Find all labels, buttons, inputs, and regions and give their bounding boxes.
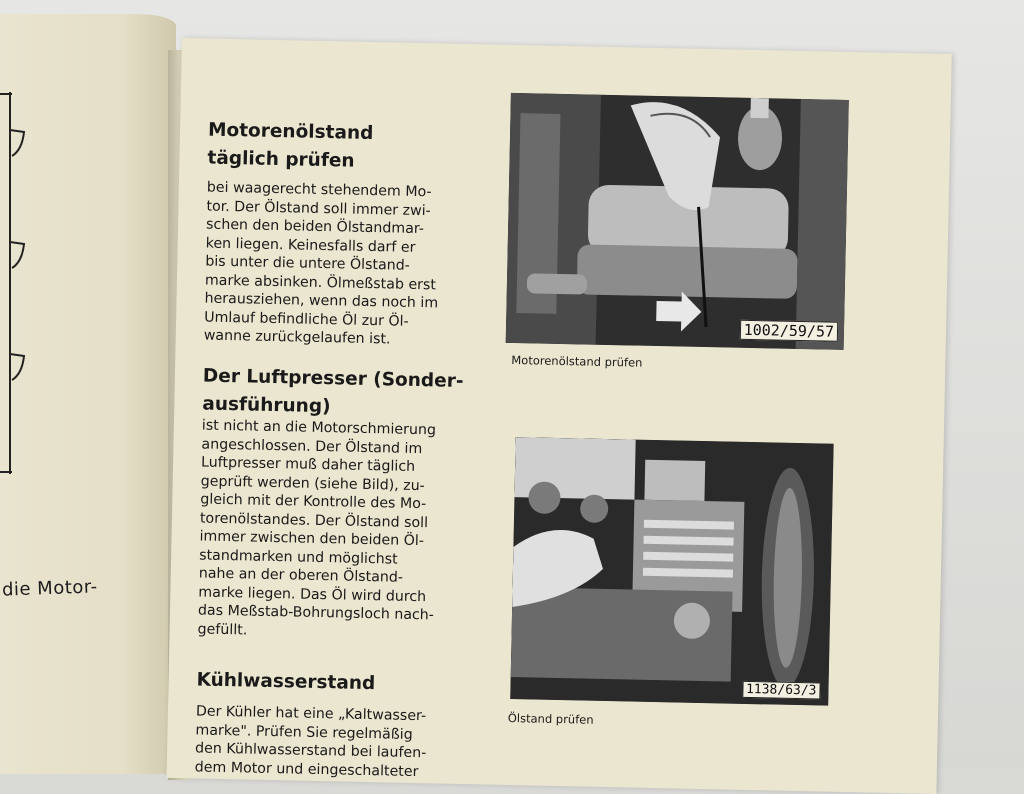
section-body-luftpresser: ist nicht an die Motorschmierung angeschlossen. Der Ölstand im Luftpresser muß daher täglich geprüft werden (siehe Bild), zu- gleich mit der Kontrolle des Mo- torenölstandes. Der Ölstand soll immer zwischen den beiden Öl- standmarken und möglichst nahe an der oberen Ölstand- marke liegen. Das Öl wird durch das Meßstab-Bohrungsloch nach- gefüllt. <box>197 417 437 638</box>
section-heading-kuehlwasserstand: Kühlwasserstand <box>196 669 376 695</box>
section-heading-motorenoelstand: Motorenölstand täglich prüfen <box>207 119 374 172</box>
left-page <box>0 14 176 774</box>
figure-caption-oelstand: Ölstand prüfen <box>507 710 594 727</box>
right-page <box>167 38 952 794</box>
left-page-text-fragment: die Motor- <box>1 576 98 601</box>
section-body-motorenoelstand: bei waagerecht stehendem Mo- tor. Der Ölstand soll immer zwi- schen den beiden Ölstandmar- ken liegen. Keinesfalls darf er bis unter die untere Ölstand- marke absinken. Ölmeßstab erst herausziehen, wenn das noch im Umlauf befindliche Öl zur Öl- wanne zurückgelaufen ist. <box>203 179 439 348</box>
air-compressor-photo-illustration <box>510 437 833 706</box>
section-body-kuehlwasserstand: Der Kühler hat eine „Kaltwasser- marke". Prüfen Sie regelmäßig den Kühlwasserstand bei laufen- dem Motor und eingeschalteter <box>194 703 427 780</box>
figure-reference-label: 1002/59/57 <box>739 320 838 342</box>
engine-oil-photo <box>506 93 849 350</box>
air-compressor-photo <box>510 437 833 706</box>
figure-reference-label: 1138/63/3 <box>742 681 821 700</box>
figure-caption-motorenoelstand: Motorenölstand prüfen <box>511 352 643 370</box>
section-heading-luftpresser: Der Luftpresser (Sonder- ausführung) <box>202 365 464 418</box>
left-diagram <box>0 92 40 484</box>
engine-oil-photo-illustration <box>506 93 849 350</box>
